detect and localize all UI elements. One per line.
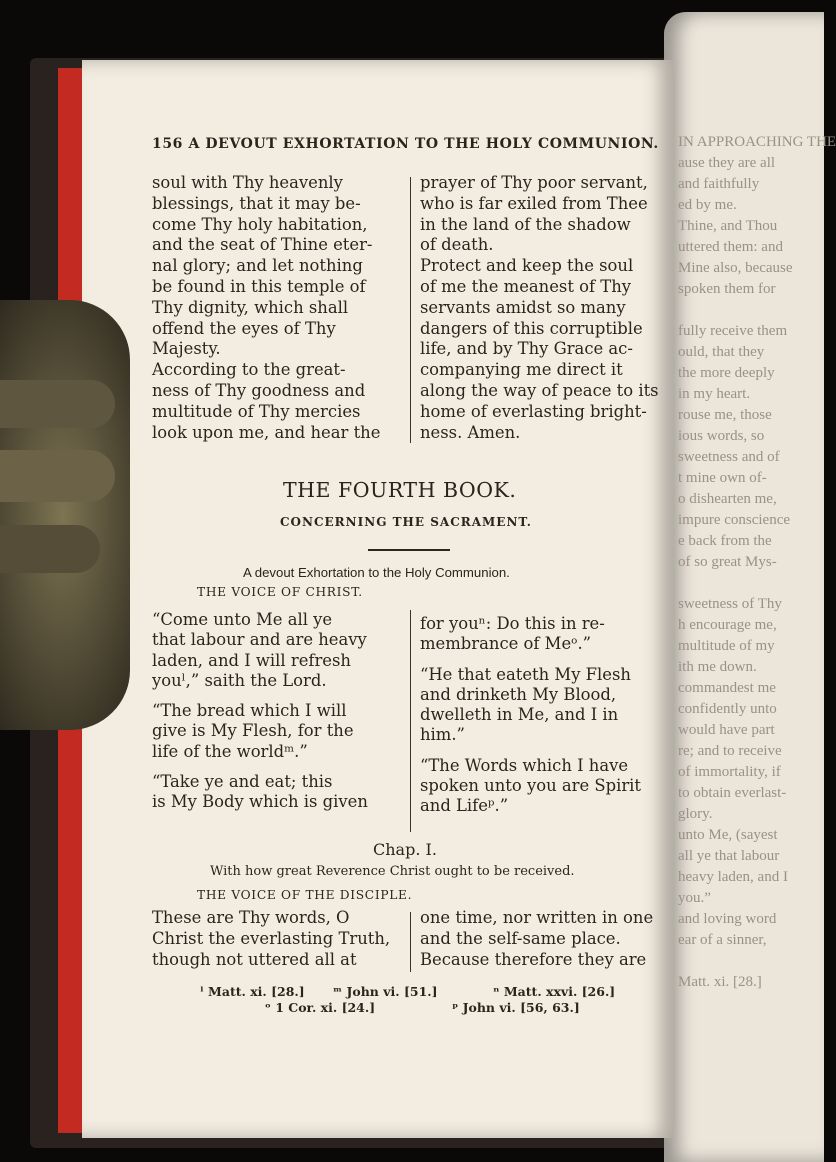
mid-right-line: membrance of Meᵒ.”: [420, 634, 592, 654]
facing-page-line: h encourage me,: [678, 617, 777, 633]
facing-page-line: the more deeply: [678, 365, 775, 381]
top-left-line: look upon me, and hear the: [152, 422, 381, 442]
facing-page-line: Thine, and Thou: [678, 218, 778, 234]
facing-page-line: of so great Mys-: [678, 554, 777, 570]
mid-left-line: laden, and I will refresh: [152, 650, 351, 670]
title-rule: [368, 549, 450, 551]
top-left-line: blessings, that it may be-: [152, 193, 361, 213]
bottom-right-line: and the self-same place.: [420, 928, 621, 948]
bottom-left-line: These are Thy words, O: [152, 908, 350, 927]
mid-left-line: [152, 762, 368, 772]
facing-page-line: impure conscience: [678, 512, 791, 528]
mid-right-line: [420, 746, 641, 756]
top-right-line: who is far exiled from Thee: [420, 193, 648, 213]
top-right-line: home of everlasting bright-: [420, 401, 647, 421]
top-right-line: of death.: [420, 235, 494, 255]
bottom-left-column: [152, 908, 390, 970]
mid-left-line: is My Body which is given: [152, 792, 368, 812]
facing-page-line: would have part: [678, 722, 775, 738]
facing-page-line: ould, that they: [678, 344, 765, 360]
middle-right-column: [420, 614, 641, 817]
facing-page-line: fully receive them: [678, 323, 788, 339]
facing-page-line: ith me down.: [678, 659, 757, 675]
mid-left-line: youˡ,” saith the Lord.: [152, 670, 327, 690]
top-right-line: life, and by Thy Grace ac-: [420, 339, 633, 359]
facing-page-line: in my heart.: [678, 386, 751, 402]
top-left-line: ness of Thy goodness and: [152, 380, 366, 400]
mid-right-line: “He that eateth My Flesh: [420, 664, 631, 684]
facing-page-line: spoken them for: [678, 281, 776, 297]
facing-page-line: IN APPROACHING THE: [678, 134, 836, 150]
top-left-line: nal glory; and let nothing: [152, 256, 363, 276]
top-right-line: of me the meanest of Thy: [420, 276, 632, 296]
top-right-line: along the way of peace to its: [420, 380, 659, 400]
footnote-p: ᵖ John vi. [56, 63.]: [452, 1000, 580, 1015]
facing-page-line: and faithfully: [678, 176, 760, 192]
facing-page-line: re; and to receive: [678, 743, 782, 759]
column-divider-bottom: [410, 912, 411, 972]
facing-page-line: ause they are all: [678, 155, 776, 171]
facing-page-line: rouse me, those: [678, 407, 772, 423]
facing-page-line: all ye that labour: [678, 848, 780, 864]
facing-page-line: ear of a sinner,: [678, 932, 767, 948]
top-right-line: servants amidst so many: [420, 297, 626, 317]
chapter-subtitle: With how great Reverence Christ ought to be received.: [210, 864, 575, 879]
mid-left-line: give is My Flesh, for the: [152, 721, 354, 741]
mid-right-line: spoken unto you are Spirit: [420, 776, 641, 796]
exhortation-title: A devout Exhortation to the Holy Communion.: [243, 565, 510, 580]
top-left-line: and the seat of Thine eter-: [152, 235, 373, 255]
footnote-o: ᵒ 1 Cor. xi. [24.]: [265, 1000, 376, 1015]
mid-left-line: “Come unto Me all ye: [152, 610, 333, 629]
top-left-line: Majesty.: [152, 339, 221, 359]
top-left-line: offend the eyes of Thy: [152, 318, 336, 338]
mid-right-line: [420, 655, 641, 665]
facing-page-line: multitude of my: [678, 638, 775, 654]
facing-page-line: Matt. xi. [28.]: [678, 974, 762, 990]
top-right-column: [420, 173, 659, 443]
top-right-line: companying me direct it: [420, 360, 623, 380]
mid-left-line: life of the worldᵐ.”: [152, 741, 308, 761]
mid-right-line: for youⁿ: Do this in re-: [420, 614, 605, 633]
running-header: 156 A DEVOUT EXHORTATION TO THE HOLY COMMUNION.: [152, 136, 659, 152]
facing-page-line: to obtain everlast-: [678, 785, 787, 801]
top-left-column: [152, 173, 380, 443]
facing-page-line: [678, 573, 798, 594]
voice-of-christ-heading: THE VOICE OF CHRIST.: [197, 585, 363, 599]
facing-page-line: t mine own of-: [678, 470, 767, 486]
facing-page-line: e back from the: [678, 533, 772, 549]
bottom-right-column: [420, 908, 653, 970]
bottom-right-line: one time, nor written in one: [420, 908, 654, 927]
facing-page-line: o dishearten me,: [678, 491, 777, 507]
mid-left-line: “The bread which I will: [152, 701, 347, 721]
mid-right-line: him.”: [420, 725, 465, 745]
facing-page-line: glory.: [678, 806, 713, 822]
top-right-line: in the land of the shadow: [420, 214, 631, 234]
facing-page-line: confidently unto: [678, 701, 777, 717]
top-left-line: soul with Thy heavenly: [152, 173, 343, 192]
top-left-line: be found in this temple of: [152, 276, 366, 296]
top-right-line: dangers of this corruptible: [420, 318, 643, 338]
footnote-m: ᵐ John vi. [51.]: [333, 984, 438, 999]
bottom-right-line: Because therefore they are: [420, 949, 647, 969]
facing-page-line: you.”: [678, 890, 711, 906]
facing-page-line: uttered them: and: [678, 239, 783, 255]
facing-page-line: sweetness and of: [678, 449, 780, 465]
bottom-left-line: Christ the everlasting Truth,: [152, 928, 391, 948]
top-left-line: According to the great-: [152, 360, 346, 380]
column-divider-top: [410, 177, 411, 443]
page-clamp: [0, 300, 130, 730]
mid-left-line: “Take ye and eat; this: [152, 772, 333, 792]
top-left-line: come Thy holy habitation,: [152, 214, 368, 234]
bottom-left-line: though not uttered all at: [152, 949, 357, 969]
facing-page-line: ious words, so: [678, 428, 765, 444]
top-left-line: Thy dignity, which shall: [152, 297, 349, 317]
top-left-line: multitude of Thy mercies: [152, 401, 361, 421]
mid-left-line: that labour and are heavy: [152, 630, 367, 650]
facing-page-line: [678, 300, 798, 321]
facing-page-line: sweetness of Thy: [678, 596, 782, 612]
chapter-heading: Chap. I.: [373, 840, 437, 859]
facing-page-line: commandest me: [678, 680, 776, 696]
facing-page-line: and loving word: [678, 911, 777, 927]
mid-right-line: “The Words which I have: [420, 755, 629, 775]
column-divider-middle: [410, 610, 411, 832]
facing-page-line: ed by me.: [678, 197, 737, 213]
top-right-line: prayer of Thy poor servant,: [420, 173, 648, 192]
footnote-l: ˡ Matt. xi. [28.]: [200, 984, 305, 999]
facing-page-line: of immortality, if: [678, 764, 781, 780]
book-subtitle: CONCERNING THE SACRAMENT.: [280, 515, 532, 529]
footnote-n: ⁿ Matt. xxvi. [26.]: [493, 984, 616, 999]
mid-right-line: dwelleth in Me, and I in: [420, 705, 619, 725]
middle-left-column: [152, 610, 368, 813]
facing-page-line: Mine also, because: [678, 260, 793, 276]
facing-page: [664, 12, 836, 1162]
facing-page-line: [678, 951, 798, 972]
top-right-line: ness. Amen.: [420, 422, 521, 442]
top-right-line: Protect and keep the soul: [420, 256, 634, 276]
mid-right-line: and drinketh My Blood,: [420, 684, 617, 704]
facing-page-line: unto Me, (sayest: [678, 827, 778, 843]
mid-right-line: and Lifeᵖ.”: [420, 796, 509, 816]
mid-left-line: [152, 691, 368, 701]
facing-page-text: [678, 132, 836, 993]
book-title: THE FOURTH BOOK.: [283, 478, 517, 502]
facing-page-line: heavy laden, and I: [678, 869, 788, 885]
voice-of-disciple-heading: THE VOICE OF THE DISCIPLE.: [197, 888, 413, 902]
